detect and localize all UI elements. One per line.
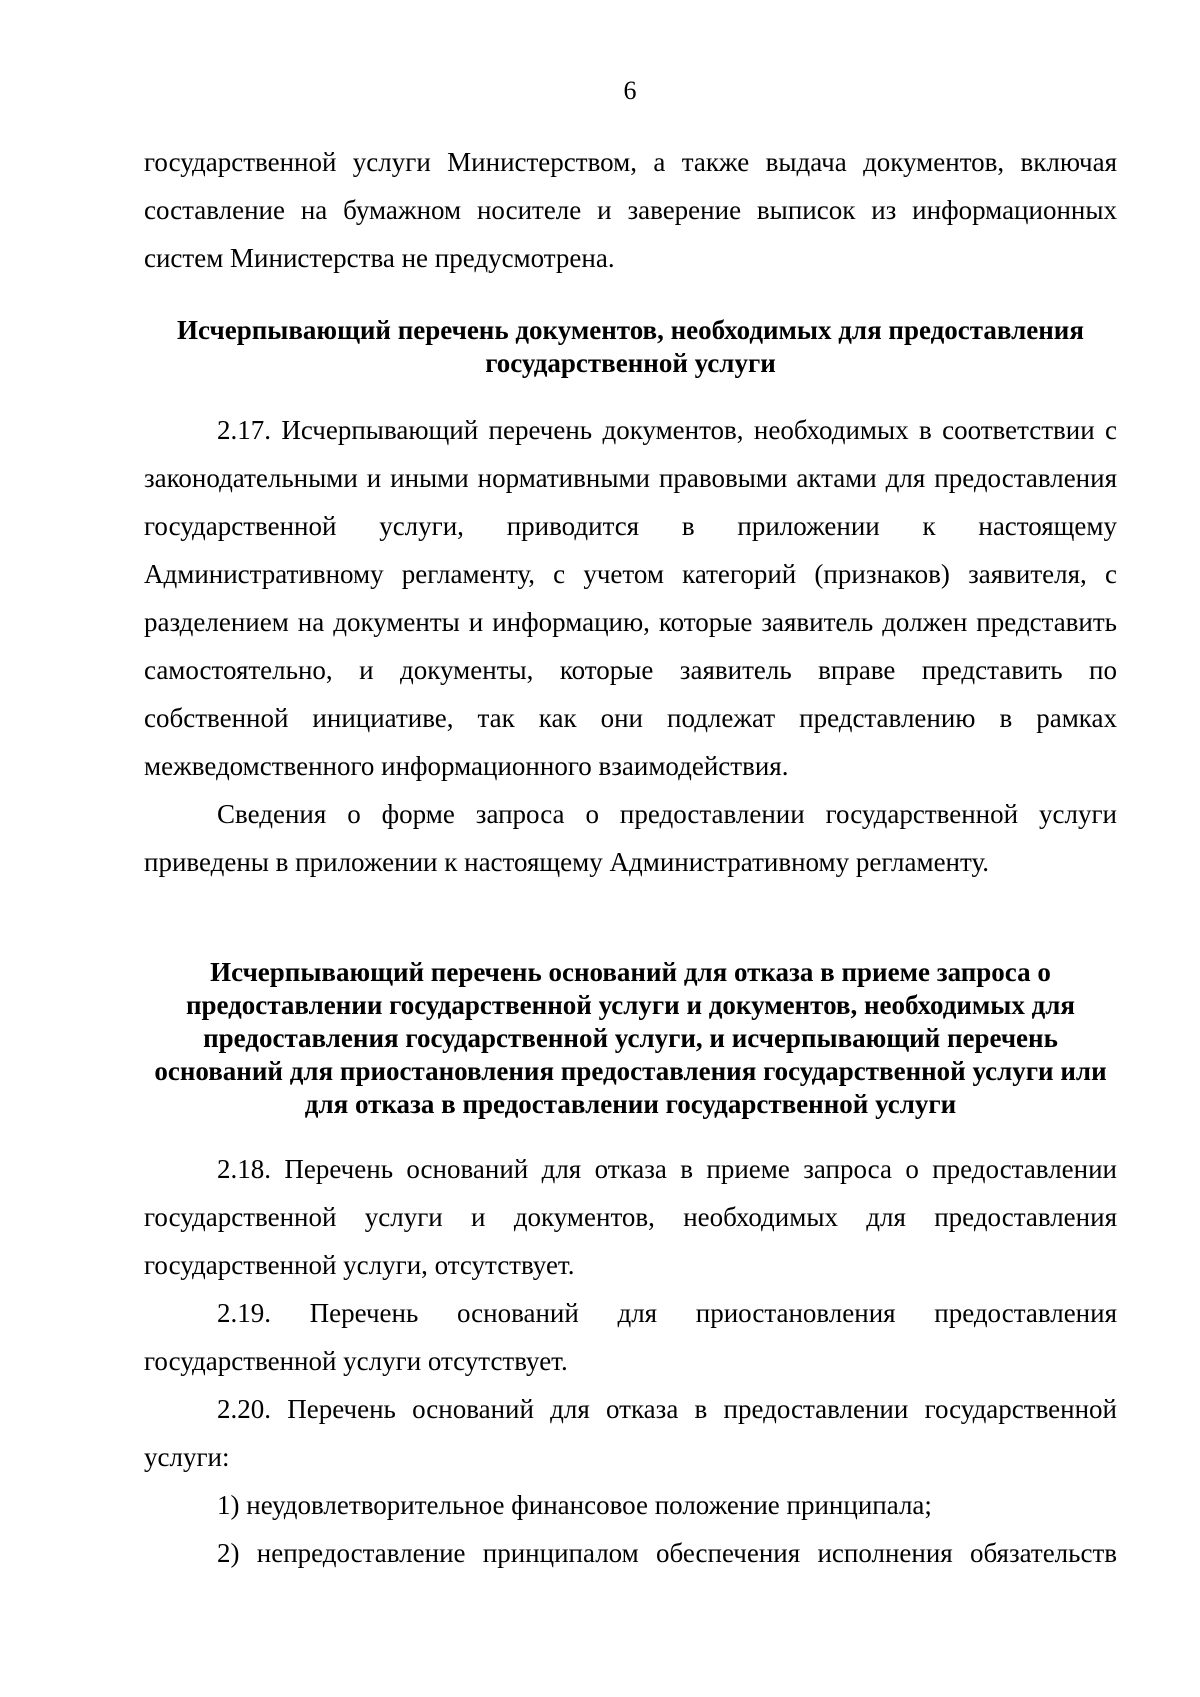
paragraph-intro: государственной услуги Министерством, а также выдача документов, включая составление на бумажном носителе и заверение выписок из информационных систем Министерства не предусмотрена. bbox=[144, 147, 1117, 273]
list-item-2: 2) непредоставление принципалом обеспечения исполнения обязательств bbox=[217, 1538, 1117, 1568]
paragraph-2-17-form: Сведения о форме запроса о предоставлении государственной услуги приведены в приложении к настоящему Административному регламенту. bbox=[144, 799, 1117, 877]
page-number: 6 bbox=[623, 76, 637, 105]
list-item-1: 1) неудовлетворительное финансовое положение принципала; bbox=[217, 1490, 932, 1520]
section-heading-documents: Исчерпывающий перечень документов, необходимых для предоставления государственной услуги bbox=[177, 315, 1084, 378]
section-heading-refusal-grounds: Исчерпывающий перечень оснований для отказа в приеме запроса о предоставлении государственной услуги и документов, необходимых для предоставления государственной услуги, и исчерпывающий перечень оснований для приостановления предоставления государственной услуги или для отказа в предоставлении государственной услуги bbox=[154, 957, 1107, 1119]
paragraph-2-17: 2.17. Исчерпывающий перечень документов, необходимых в соответствии с законодательными и иными нормативными правовыми актами для предоставления государственной услуги, приводится в приложении к настоящему Административному регламенту, с учетом категорий (признаков) заявителя, с разделением на документы и информацию, которые заявитель должен представить самостоятельно, и документы, которые заявитель вправе представить по собственной инициативе, так как они подлежат представлению в рамках межведомственного информационного взаимодействия. bbox=[144, 415, 1117, 781]
paragraph-2-18: 2.18. Перечень оснований для отказа в приеме запроса о предоставлении государственной услуги и документов, необходимых для предоставления государственной услуги, отсутствует. bbox=[144, 1154, 1117, 1280]
page-content bbox=[144, 138, 1117, 1577]
paragraph-2-20: 2.20. Перечень оснований для отказа в предоставлении государственной услуги: bbox=[144, 1394, 1117, 1472]
paragraph-2-19: 2.19. Перечень оснований для приостановления предоставления государственной услуги отсутствует. bbox=[144, 1298, 1117, 1376]
